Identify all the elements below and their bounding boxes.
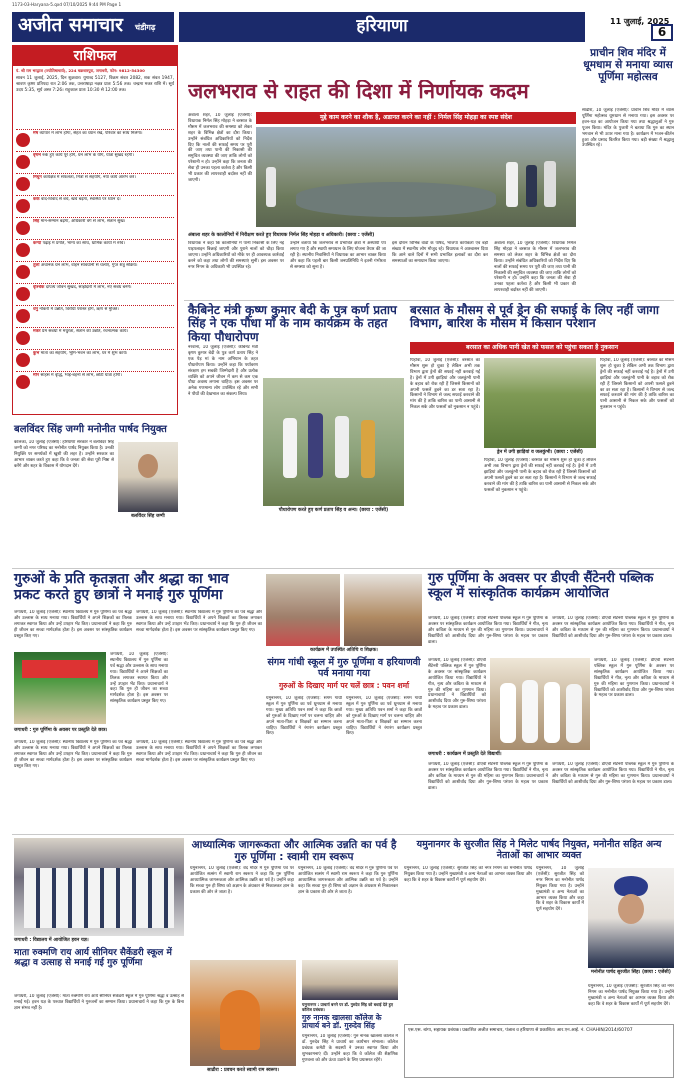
drain-photo [484, 358, 596, 448]
rashi-item [16, 151, 174, 173]
rashi-text: नौकरी में उन्नति, विरोधी परास्त होंगे, ऋण से मुक्ति। [39, 307, 119, 312]
rashi-name: धनु [33, 307, 39, 312]
rashi-text: वाद-विवाद से बचें, खर्च बढ़ेगा, स्वास्थ्य पर ध्यान दें। [40, 197, 121, 202]
lead-column-3: उन्होंने बताया कि जलभराव से प्रभावित क्षेत्रों में अस्थायी पंप लगाए गए हैं और स्थायी समाधान के लिए योजना तैयार की जा रही है। स्थानीय निवासियों ने विधायक का आभार व्यक्त किया और कहा कि पहली बार किसी जनप्रतिनिधि ने इतनी गंभीरता से समस्या को सुना है। [290, 241, 386, 270]
dav-headline: गुरु पूर्णिमा के अवसर पर डीएवी सैंटेनरी पब्लिक स्कूल में सांस्कृतिक कार्यक्रम आयोजित [428, 571, 654, 601]
student-row [24, 868, 174, 928]
gurus-photo-1 [14, 652, 106, 724]
dav-body-3: जगाधरी, 10 जुलाई (एजेंसी): डीएवी सैंटेनरी पब्लिक स्कूल में गुरु पूर्णिमा के अवसर पर सांस्कृतिक कार्यक्रम आयोजित किया गया। विद्यार्थियों ने गीत, नृत्य और कविता के माध्यम से गुरु की महिमा का गुणगान किया। प्रधानाचार्या ने विद्यार्थियों को आशीर्वाद दिया और गुरु-शिष्य परंपरा के महत्व पर प्रकाश डाला। [428, 658, 486, 711]
councillor-headline: बलविंदर सिंह जग्गी मनोनीत पार्षद नियुक्त [14, 424, 167, 435]
sangam-photo-1 [266, 574, 340, 646]
rashi-item [16, 129, 174, 151]
rashi-name: सिंह [33, 219, 40, 224]
cabinet-headline: कैबिनेट मंत्री कृष्ण कुमार बेदी के पुत्र कर्ण प्रताप सिंह ने एक पौधा माँ के नाम कार्यक्रम के तहत किया पौधारोपण [188, 303, 397, 344]
matarani-body: जगाधरी, 10 जुलाई (एजेंसी): माता रुक्मणि राय आर्य सीनियर सैकेंडरी स्कूल में गुरु पूर्णिमा श्रद्धा व उत्साह से मनाई गई। हवन यज्ञ के पश्चात विद्यार्थियों ने गुरुजनों का सम्मान किया। प्रधानाचार्य ने कहा कि गुरु के बिना ज्ञान संभव नहीं है। [14, 994, 184, 1011]
rashi-text: रुके हुए कार्य पूरे होंगे, धन लाभ के योग, यात्रा सुखद रहेगी। [42, 153, 134, 158]
rashi-text: अचानक धन लाभ, वाहन सावधानी से चलाएं, गुप्त शत्रु सक्रिय। [40, 263, 138, 268]
drain-caption: ड्रेन में उगी झाड़ियां व जलकुंभी। (छाया : एजेंसी) [497, 450, 583, 455]
rashi-item [16, 195, 174, 217]
rashi-item [16, 239, 174, 261]
dav-body-6: जगाधरी, 10 जुलाई (एजेंसी): डीएवी सैंटेनरी पब्लिक स्कूल में गुरु पूर्णिमा के अवसर पर सांस्कृतिक कार्यक्रम आयोजित किया गया। विद्यार्थियों ने गीत, नृत्य और कविता के माध्यम से गुरु की महिमा का गुणगान किया। प्रधानाचार्या ने विद्यार्थियों को आशीर्वाद दिया और गुरु-शिष्य परंपरा के महत्व पर प्रकाश डाला। [552, 762, 674, 785]
person-figure [526, 165, 537, 207]
matarani-caption: जगाधरी : विद्यालय में आयोजित हवन यज्ञ। [14, 938, 89, 943]
turban-shape [614, 876, 648, 896]
sangam-body-1: यमुनानगर, 10 जुलाई (एजेंसी): संगम गांधी स्कूल में गुरु पूर्णिमा का पर्व धूमधाम से मनाया गया। मुख्य अतिथि पवन शर्मा ने कहा कि छात्रों को गुरुओं के दिखाए मार्ग पर चलना चाहिए और अपने माता-पिता व शिक्षकों का सम्मान करना चाहिए। विद्यार्थियों ने रंगारंग कार्यक्रम प्रस्तुत किए। [266, 696, 342, 737]
spiritual-caption: साढौरा : प्रवचन करते स्वामी राम स्वरूप। [207, 1068, 279, 1073]
khalsa-photo [302, 960, 398, 1000]
rashi-item [16, 371, 174, 393]
khalsa-headline-visible: गुरु नानक खालसा कॉलेज के प्राचार्य बने डॉ. गुरुदेव सिंह [302, 1013, 382, 1031]
water-area [296, 182, 496, 217]
councillor-photo [118, 442, 178, 512]
rashi-text: साहस में वृद्धि, भाई-बहनों से लाभ, छोटी यात्रा होगी। [40, 373, 122, 378]
matarani-photo-1 [14, 838, 184, 936]
side-story-body: साढौरा, 10 जुलाई (एजेंसी): प्राचीन शिव मंदिर में व्यास पूर्णिमा महोत्सव धूमधाम से मनाया गया। इस अवसर पर हवन-यज्ञ का आयोजन किया गया तथा श्रद्धालुओं ने गुरु पूजन किया। मंदिर के पुजारी ने बताया कि गुरु का स्थान भगवान से भी ऊपर माना गया है। कार्यक्रम में भजन-कीर्तन हुआ और प्रसाद वितरित किया गया। बड़ी संख्या में श्रद्धालु उपस्थित रहे। [582, 108, 674, 149]
divider [12, 834, 674, 835]
rashifal-box [12, 45, 178, 415]
city-name: चंडीगढ़ [135, 23, 156, 32]
side-story-headline: प्राचीन शिव मंदिर में धूमधाम से मनाया व्यास पूर्णिमा महोत्सव [583, 47, 673, 83]
rashi-name: वृश्चिक [33, 285, 45, 290]
dav-body-2: जगाधरी, 10 जुलाई (एजेंसी): डीएवी सैंटेनरी पब्लिक स्कूल में गुरु पूर्णिमा के अवसर पर सांस्कृतिक कार्यक्रम आयोजित किया गया। विद्यार्थियों ने गीत, नृत्य और कविता के माध्यम से गुरु की महिमा का गुणगान किया। प्रधानाचार्या ने विद्यार्थियों को आशीर्वाद दिया और गुरु-शिष्य परंपरा के महत्व पर प्रकाश डाला। [552, 616, 674, 639]
divider [184, 300, 674, 301]
nominee-body-1: यमुनानगर, 10 जुलाई (एजेंसी): सुरजीत सिंह को नगर निगम का मनोनीत पार्षद नियुक्त किया गया है। उन्होंने मुख्यमंत्री व अन्य नेताओं का आभार व्यक्त किया और कहा कि वे शहर के विकास कार्यों में पूर्ण सहयोग देंगे। [404, 866, 532, 883]
lead-photo-caption: अंबाला शहर के कालोनियों में निरीक्षण करते हुए विधायक निर्मल सिंह मोहड़ा व अधिकारी। (छाया : एजेंसी) [188, 233, 375, 238]
saint-figure [220, 990, 260, 1050]
rashi-icon [16, 155, 30, 169]
nominee-headline: यमुनानगर के सुरजीत सिंह ने मिलेट पार्षद नियुक्त, मनोनीत सहित अन्य नेताओं का आभार व्यक्त [416, 839, 662, 861]
rashi-text: मान-सम्मान बढ़ेगा, अधिकारी वर्ग से लाभ, संतान सुख। [40, 219, 126, 224]
lead-column-4: इस दौरान विभिन्न वार्डों के पार्षद, भाजपा कार्यकर्ता एवं बड़ी संख्या में स्थानीय लोग मौजूद रहे। विधायक ने आश्वासन दिया कि आने वाले दिनों में सभी प्रभावित इलाकों का दौरा कर समस्याओं का समाधान किया जाएगा। [392, 241, 488, 264]
banner-shape [22, 660, 98, 678]
rashi-icon [16, 243, 30, 257]
matarani-headline: माता रुक्मणि राय आर्य सीनियर सैकेंडरी स्कूल में श्रद्धा व उत्साह से मनाई गई गुरु पूर्णिमा [14, 948, 172, 969]
cabinet-caption: पौधारोपण करते हुए कर्ण प्रताप सिंह व अन्य। (छाया : एजेंसी) [278, 508, 389, 513]
dav-body-1: जगाधरी, 10 जुलाई (एजेंसी): डीएवी सैंटेनरी पब्लिक स्कूल में गुरु पूर्णिमा के अवसर पर सांस्कृतिक कार्यक्रम आयोजित किया गया। विद्यार्थियों ने गीत, नृत्य और कविता के माध्यम से गुरु की महिमा का गुणगान किया। प्रधानाचार्या ने विद्यार्थियों को आशीर्वाद दिया और गुरु-शिष्य परंपरा के महत्व पर प्रकाश डाला। [428, 616, 548, 645]
student-figure [500, 683, 516, 743]
person-figure [361, 420, 375, 478]
rashi-icon [16, 265, 30, 279]
face-shape [138, 454, 158, 478]
rashi-icon [16, 221, 30, 235]
councillor-caption: बलविंदर सिंह जग्गी [131, 514, 165, 519]
rashi-name: मेष [33, 131, 39, 136]
rashi-name: मकर [33, 329, 41, 334]
nominee-body-3: यमुनानगर, 10 जुलाई (एजेंसी): सुरजीत सिंह को नगर निगम का मनोनीत पार्षद नियुक्त किया गया है। उन्होंने मुख्यमंत्री व अन्य नेताओं का आभार व्यक्त किया और कहा कि वे शहर के विकास कार्यों में पूर्ण सहयोग देंगे। [588, 984, 674, 1007]
cabinet-body-1: नरवाना, 10 जुलाई (एजेंसी): कैबिनेट मंत्री कृष्ण कुमार बेदी के पुत्र कर्ण प्रताप सिंह ने एक पेड़ मां के नाम अभियान के तहत पौधारोपण किया। उन्होंने कहा कि पर्यावरण संरक्षण हम सबकी जिम्मेदारी है और प्रत्येक व्यक्ति को अपने जीवन में कम से कम एक पौधा अवश्य लगाना चाहिए। इस अवसर पर अनेक गणमान्य लोग उपस्थित रहे और सभी ने पौधों की देखभाल का संकल्प लिया। [188, 345, 258, 398]
sangam-caption: कार्यक्रम में उपस्थित अतिथि व शिक्षक। [310, 648, 378, 653]
divider [12, 568, 674, 569]
councillor-body: कालका, 10 जुलाई (एजेंसी): हरियाणा सरकार ने बलविंदर सिंह जग्गी को नगर परिषद का मनोनीत पार्षद नियुक्त किया है। उनकी नियुक्ति पर समर्थकों में खुशी की लहर है। उन्होंने सरकार का आभार व्यक्त करते हुए कहा कि वे जनता की सेवा पूरी निष्ठा से करेंगे और शहर के विकास में योगदान देंगे। [14, 440, 114, 469]
date-line: 11 जुलाई, 2025 [610, 17, 670, 26]
lead-photo [256, 127, 576, 227]
rashi-icon [16, 287, 30, 301]
rashi-name: तुला [33, 263, 40, 268]
newspaper-name: अजीत समाचार [18, 14, 123, 36]
person-figure [266, 167, 276, 207]
student-figure [566, 684, 582, 743]
rashi-name: वृषभ [33, 153, 41, 158]
rashi-item [16, 261, 174, 283]
rashi-icon [16, 331, 30, 345]
rashi-name: मिथुन [33, 175, 42, 180]
rashi-text: माता का सहयोग, भूमि-भवन का लाभ, घर में शुभ कार्य। [40, 351, 128, 356]
rashifal-intro: सावन 11 जुलाई, 2025, दिन शुक्रवार। युगाब्द 5127, विक्रम संवत 2082, शक संवत 1947, श्रावण कृष्ण प्रतिपदा रात 2:06 तक, उत्तराषाढ़ा नक्षत्र प्रातः 5:56 तक। चन्द्रमा मकर राशि में। सूर्य उदय 5:35, सूर्य अस्त 7:26। राहुकाल प्रातः 10:30 से 12:00 तक। [16, 76, 174, 93]
drain-headline: बरसात के मौसम से पूर्व ड्रेन की सफाई के लिए नहीं जागा विभाग, बारिश के मौसम में किसान परेशान [410, 303, 660, 331]
lead-headline: जलभराव से राहत की दिशा में निर्णायक कदम [188, 80, 529, 103]
rashi-icon [16, 353, 30, 367]
rashi-text: व्यापार में लाभ होगा, सेहत का ध्यान रखें, परिवार का साथ मिलेगा। [39, 131, 143, 136]
rashi-item [16, 173, 174, 195]
student-figure [544, 682, 560, 743]
person-figure [335, 416, 349, 478]
rashifal-author: पं. श्री राम भरद्वाज (ज्योतिषाचार्य), 224 चक्रधारपुरा, जगाधरी, फोन: 9812-54300 [16, 68, 145, 73]
rashi-name: कर्क [33, 197, 40, 202]
rashi-name: कुंभ [33, 351, 40, 356]
sangam-subhead: गुरुओं के दिखाए मार्ग पर चलें छात्र : पवन शर्मा [278, 681, 410, 690]
rashi-item [16, 217, 174, 239]
file-slug: 1173-03-Haryana-5.qxd 07/10/2025 9:44 PM Page 1 [12, 2, 122, 7]
gurus-body-1: जगाधरी, 10 जुलाई (एजेंसी): स्थानीय विद्यालय में गुरु पूर्णिमा का पर्व श्रद्धा और उल्लास के साथ मनाया गया। विद्यार्थियों ने अपने शिक्षकों का तिलक लगाकर स्वागत किया और उन्हें उपहार भेंट किए। प्रधानाचार्य ने कहा कि गुरु ही जीवन का सच्चा मार्गदर्शक होता है। इस अवसर पर सांस्कृतिक कार्यक्रम प्रस्तुत किए गए। [14, 610, 132, 639]
lead-column-2: विधायक ने कहा कि कॉलोनियों में पानी निकासी के लिए नई पाइपलाइन बिछाई जाएगी और पुराने नालों को चौड़ा किया जाएगा। उन्होंने अधिकारियों को मौके पर ही आवश्यक कार्रवाई करने को कहा तथा लोगों की समस्याएं सुनीं। इस अवसर पर नगर निगम के अधिकारी भी उपस्थित रहे। [188, 241, 284, 270]
cabinet-photo [263, 378, 404, 506]
nominee-photo [588, 868, 674, 968]
imprint-footer: एस.एस. बांगा, सहायक प्रबंधक। प्रकाशित अजीत समाचार, पंजाब व हरियाणा से प्रकाशित। आर.एन.आई. नं. CHAHIN/2014/60707 [404, 1024, 674, 1078]
student-figure [522, 680, 538, 743]
rashi-item [16, 349, 174, 371]
rashi-icon [16, 177, 30, 191]
lead-column-1: अंबाला शहर, 10 जुलाई (एजेंसी): विधायक निर्मल सिंह मोहड़ा ने बरसात के मौसम में जलभराव की समस्या को लेकर शहर के विभिन्न क्षेत्रों का दौरा किया। उन्होंने संबंधित अधिकारियों को निर्देश दिए कि नालों की सफाई समय पर पूरी की जाए तथा पानी की निकासी की समुचित व्यवस्था की जाए ताकि लोगों को परेशानी न हो। उन्होंने कहा कि जनता की सेवा ही उनका पहला कर्तव्य है और किसी भी प्रकार की लापरवाही बर्दाश्त नहीं की जाएगी। [188, 113, 252, 183]
rashi-text: दांपत्य जीवन सुखद, साझेदारी में लाभ, नए संबंध बनेंगे। [45, 285, 132, 290]
rashi-text: पढ़ाई में प्रगति, भाग्य का साथ, धार्मिक कार्यों में रुचि। [42, 241, 126, 246]
spiritual-body-2: यमुनानगर, 10 जुलाई (एजेंसी): वेद मंदिर में गुरु पूर्णिमा पर्व पर आयोजित सत्संग में स्वामी राम स्वरूप ने कहा कि गुरु पूर्णिमा आध्यात्मिक जागरूकता और आत्मिक उन्नति का पर्व है। उन्होंने कहा कि सच्चा गुरु ही शिष्य को अज्ञान के अंधकार से निकालकर ज्ञान के प्रकाश की ओर ले जाता है। [298, 866, 398, 895]
sangam-body-2: यमुनानगर, 10 जुलाई (एजेंसी): संगम गांधी स्कूल में गुरु पूर्णिमा का पर्व धूमधाम से मनाया गया। मुख्य अतिथि पवन शर्मा ने कहा कि छात्रों को गुरुओं के दिखाए मार्ग पर चलना चाहिए और अपने माता-पिता व शिक्षकों का सम्मान करना चाहिए। विद्यार्थियों ने रंगारंग कार्यक्रम प्रस्तुत किए। [346, 696, 422, 737]
rashi-item [16, 283, 174, 305]
person-figure [283, 418, 297, 478]
face-shape [618, 894, 644, 924]
lead-column-5: अंबाला शहर, 10 जुलाई (एजेंसी): विधायक निर्मल सिंह मोहड़ा ने बरसात के मौसम में जलभराव की समस्या को लेकर शहर के विभिन्न क्षेत्रों का दौरा किया। उन्होंने संबंधित अधिकारियों को निर्देश दिए कि नालों की सफाई समय पर पूरी की जाए तथा पानी की निकासी की समुचित व्यवस्था की जाए ताकि लोगों को परेशानी न हो। उन्होंने कहा कि जनता की सेवा ही उनका पहला कर्तव्य है और किसी भी प्रकार की लापरवाही बर्दाश्त नहीं की जाएगी। [494, 241, 576, 294]
gurus-body-5: जगाधरी, 10 जुलाई (एजेंसी): स्थानीय विद्यालय में गुरु पूर्णिमा का पर्व श्रद्धा और उल्लास के साथ मनाया गया। विद्यार्थियों ने अपने शिक्षकों का तिलक लगाकर स्वागत किया और उन्हें उपहार भेंट किए। प्रधानाचार्य ने कहा कि गुरु ही जीवन का सच्चा मार्गदर्शक होता है। इस अवसर पर सांस्कृतिक कार्यक्रम प्रस्तुत किए गए। [136, 740, 262, 763]
rashi-text: प्रेम संबंधों में मधुरता, संतान की उन्नति, रचनात्मक कार्य। [42, 329, 129, 334]
person-figure [506, 162, 518, 207]
spiritual-photo [190, 960, 296, 1066]
rashi-name: मीन [33, 373, 40, 378]
rashi-item [16, 305, 174, 327]
rashi-icon [16, 375, 30, 389]
dav-caption: जगाधरी : कार्यक्रम में प्रस्तुति देते विद्यार्थी। [428, 752, 502, 757]
drain-kicker: बरसात का अधिक पानी खेत को फसल को पहुंचा सकता है नुकसान [410, 342, 674, 354]
gurus-body-4: जगाधरी, 10 जुलाई (एजेंसी): स्थानीय विद्यालय में गुरु पूर्णिमा का पर्व श्रद्धा और उल्लास के साथ मनाया गया। विद्यार्थियों ने अपने शिक्षकों का तिलक लगाकर स्वागत किया और उन्हें उपहार भेंट किए। प्रधानाचार्य ने कहा कि गुरु ही जीवन का सच्चा मार्गदर्शक होता है। इस अवसर पर सांस्कृतिक कार्यक्रम प्रस्तुत किए गए। [14, 740, 132, 769]
dav-photo [490, 658, 590, 750]
rashi-item [16, 327, 174, 349]
khalsa-body: यमुनानगर, 10 जुलाई (एजेंसी): गुरु नानक खालसा कॉलेज में डॉ. गुरुदेव सिंह ने प्राचार्य का कार्यभार संभाला। कॉलेज प्रबंधक कमेटी के सदस्यों ने उनका स्वागत किया और शुभकामनाएं दीं। उन्होंने कहा कि वे कॉलेज की शैक्षणिक गुणवत्ता को और ऊंचा उठाने के लिए प्रयासरत रहेंगे। [302, 1034, 398, 1063]
section-banner [179, 12, 585, 42]
page-number: 6 [651, 24, 673, 41]
rashi-icon [16, 199, 30, 213]
spiritual-headline: आध्यात्मिक जागरूकता और आत्मिक उन्नति का पर्व है गुरु पूर्णिमा : स्वामी राम स्वरूप [191, 839, 397, 863]
section-title: हरियाणा [356, 16, 408, 36]
rashi-text: कार्यक्षेत्र में सफलता, मित्रों से सहयोग, नया कार्य आरंभ करें। [43, 175, 136, 180]
masthead [12, 12, 672, 42]
nominee-caption: मनोनीत पार्षद सुरजीत सिंह। (छाया : एजेंसी) [591, 970, 671, 975]
drain-body-2: पिहोवा, 10 जुलाई (एजेंसी): बरसात का मौसम शुरू हो चुका है लेकिन अभी तक विभाग द्वारा ड्रेनों की सफाई नहीं करवाई गई है। ड्रेनों में उगी झाड़ियां और जलकुंभी पानी के बहाव को रोक रही हैं जिससे किसानों को अपनी फसलें डूबने का डर सता रहा है। किसानों ने विभाग से जल्द सफाई करवाने की मांग की है ताकि बारिश का पानी आसानी से निकल सके और फसलों को नुकसान न पहुंचे। [600, 358, 674, 411]
gurus-body-3: जगाधरी, 10 जुलाई (एजेंसी): स्थानीय विद्यालय में गुरु पूर्णिमा का पर्व श्रद्धा और उल्लास के साथ मनाया गया। विद्यार्थियों ने अपने शिक्षकों का तिलक लगाकर स्वागत किया और उन्हें उपहार भेंट किए। प्रधानाचार्य ने कहा कि गुरु ही जीवन का सच्चा मार्गदर्शक होता है। इस अवसर पर सांस्कृतिक कार्यक्रम प्रस्तुत किए गए। [110, 652, 168, 705]
rashi-icon [16, 133, 30, 147]
nominee-body-2: यमुनानगर, 10 जुलाई (एजेंसी): सुरजीत सिंह को नगर निगम का मनोनीत पार्षद नियुक्त किया गया है। उन्होंने मुख्यमंत्री व अन्य नेताओं का आभार व्यक्त किया और कहा कि वे शहर के विकास कार्यों में पूर्ण सहयोग देंगे। [536, 866, 584, 913]
gurus-body-2: जगाधरी, 10 जुलाई (एजेंसी): स्थानीय विद्यालय में गुरु पूर्णिमा का पर्व श्रद्धा और उल्लास के साथ मनाया गया। विद्यार्थियों ने अपने शिक्षकों का तिलक लगाकर स्वागत किया और उन्हें उपहार भेंट किए। प्रधानाचार्य ने कहा कि गुरु ही जीवन का सच्चा मार्गदर्शक होता है। इस अवसर पर सांस्कृतिक कार्यक्रम प्रस्तुत किए गए। [136, 610, 262, 633]
dav-body-5: जगाधरी, 10 जुलाई (एजेंसी): डीएवी सैंटेनरी पब्लिक स्कूल में गुरु पूर्णिमा के अवसर पर सांस्कृतिक कार्यक्रम आयोजित किया गया। विद्यार्थियों ने गीत, नृत्य और कविता के माध्यम से गुरु की महिमा का गुणगान किया। प्रधानाचार्या ने विद्यार्थियों को आशीर्वाद दिया और गुरु-शिष्य परंपरा के महत्व पर प्रकाश डाला। [428, 762, 548, 791]
lead-kicker: मुद्दे काम करने का शौक है, अडानत करने का नहीं : निर्मल सिंह मोहड़ा का स्पष्ट संदेश [256, 112, 576, 124]
person-figure [308, 413, 323, 478]
gurus-headline: गुरुओं के प्रति कृतज्ञता और श्रद्धा का भाव प्रकट करते हुए छात्रों ने मनाई गुरु पूर्णिमा [14, 571, 229, 603]
drain-body-3: पिहोवा, 10 जुलाई (एजेंसी): बरसात का मौसम शुरू हो चुका है लेकिन अभी तक विभाग द्वारा ड्रेनों की सफाई नहीं करवाई गई है। ड्रेनों में उगी झाड़ियां और जलकुंभी पानी के बहाव को रोक रही हैं जिससे किसानों को अपनी फसलें डूबने का डर सता रहा है। किसानों ने विभाग से जल्द सफाई करवाने की मांग की है ताकि बारिश का पानी आसानी से निकल सके और फसलों को नुकसान न पहुंचे। [484, 458, 596, 493]
drain-body-1: पिहोवा, 10 जुलाई (एजेंसी): बरसात का मौसम शुरू हो चुका है लेकिन अभी तक विभाग द्वारा ड्रेनों की सफाई नहीं करवाई गई है। ड्रेनों में उगी झाड़ियां और जलकुंभी पानी के बहाव को रोक रही हैं जिससे किसानों को अपनी फसलें डूबने का डर सता रहा है। किसानों ने विभाग से जल्द सफाई करवाने की मांग की है ताकि बारिश का पानी आसानी से निकल सके और फसलों को नुकसान न पहुंचे। [410, 358, 480, 411]
dav-body-4: जगाधरी, 10 जुलाई (एजेंसी): डीएवी सैंटेनरी पब्लिक स्कूल में गुरु पूर्णिमा के अवसर पर सांस्कृतिक कार्यक्रम आयोजित किया गया। विद्यार्थियों ने गीत, नृत्य और कविता के माध्यम से गुरु की महिमा का गुणगान किया। प्रधानाचार्या ने विद्यार्थियों को आशीर्वाद दिया और गुरु-शिष्य परंपरा के महत्व पर प्रकाश डाला। [594, 658, 674, 699]
sangam-photo-2 [344, 574, 422, 646]
sangam-headline: संगम गांधी स्कूल में गुरु पूर्णिमा व हरियाणवी पर्व मनाया गया [267, 657, 421, 679]
rashi-icon [16, 309, 30, 323]
spiritual-body-1: यमुनानगर, 10 जुलाई (एजेंसी): वेद मंदिर में गुरु पूर्णिमा पर्व पर आयोजित सत्संग में स्वामी राम स्वरूप ने कहा कि गुरु पूर्णिमा आध्यात्मिक जागरूकता और आत्मिक उन्नति का पर्व है। उन्होंने कहा कि सच्चा गुरु ही शिष्य को अज्ञान के अंधकार से निकालकर ज्ञान के प्रकाश की ओर ले जाता है। [190, 866, 294, 895]
rashifal-title: राशिफल [13, 46, 177, 66]
person-figure [544, 161, 556, 207]
khalsa-caption: यमुनानगर : प्राचार्य बनने पर डॉ. गुरुदेव सिंह को बधाई देते हुए कॉलेज प्रबंधक। [302, 1002, 393, 1012]
gurus-caption-1: जगाधरी : गुरु पूर्णिमा के अवसर पर प्रस्तुति देते छात्र। [14, 728, 108, 733]
rashi-name: कन्या [33, 241, 42, 246]
rashifal-list [13, 129, 177, 393]
